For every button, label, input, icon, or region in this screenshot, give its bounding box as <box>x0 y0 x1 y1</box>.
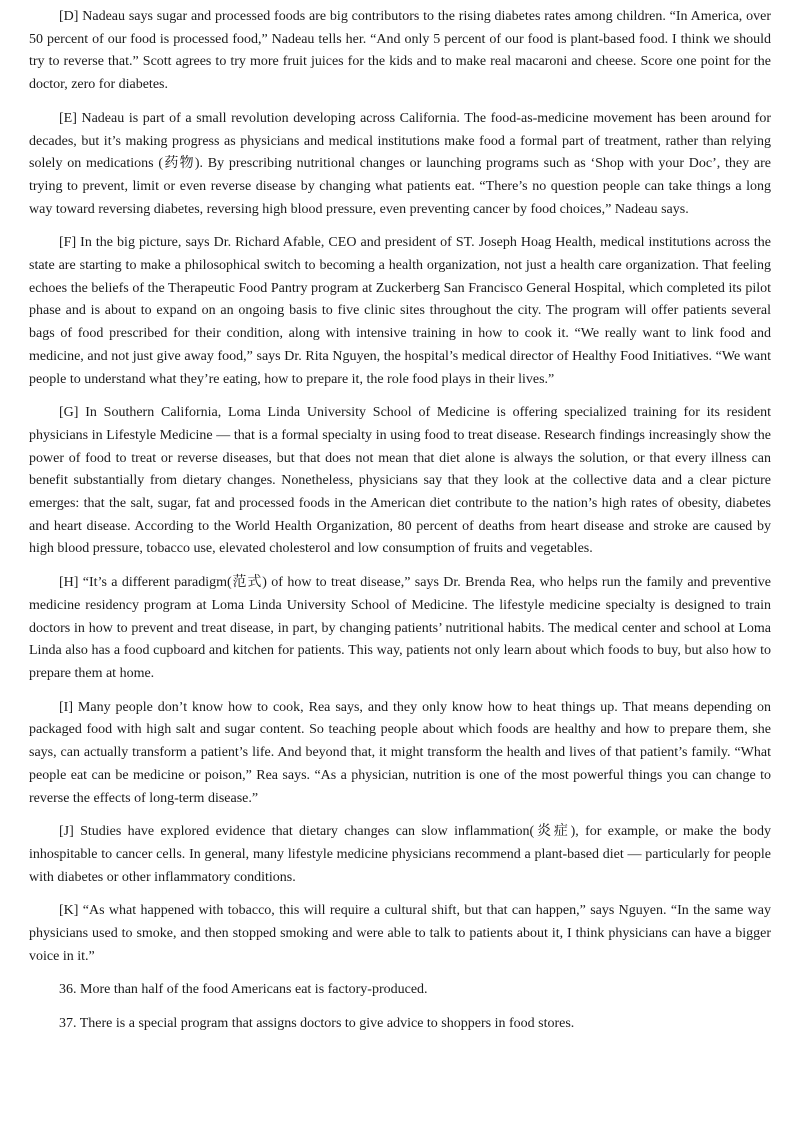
paragraph-j: [J] Studies have explored evidence that dietary changes can slow inflammation(炎症), for example, or make the body inhospitable to cancer cells. In general, many lifestyle medicine physicians recommend a plant-based diet — particularly for people with diabetes or other inflammatory conditions. <box>29 824 771 885</box>
paragraph-k: [K] “As what happened with tobacco, this will require a cultural shift, but that can happen,” says Nguyen. “In the same way physicians used to smoke, and then stopped smoking and were able to talk to patients about it, I think physicians can have a bigger voice in it.” <box>29 903 771 964</box>
paragraph-f: [F] In the big picture, says Dr. Richard Afable, CEO and president of ST. Joseph Hoag Health, medical institutions across the state are starting to make a philosophical switch to becoming a health organization, not just a health care organization. That feeling echoes the beliefs of the Therapeutic Food Pantry program at Zuckerberg San Francisco General Hospital, which completed its pilot phase and is about to expand on an ongoing basis to five clinic sites throughout the city. The program will offer patients several bags of food prescribed for their condition, along with intensive training in how to cook it. “We really want to link food and medicine, and not just give away food,” says Dr. Rita Nguyen, the hospital’s medical director of Healthy Food Initiatives. “We want people to understand what they’re eating, how to prepare it, the role food plays in their lives.” <box>29 235 771 387</box>
paragraph-d: [D] Nadeau says sugar and processed foods are big contributors to the rising diabetes rates among children. “In America, over 50 percent of our food is processed food,” Nadeau tells her. “And only 5 percent of our food is plant-based food. I think we should try to reverse that.” Scott agrees to try more fruit juices for the kids and to make real macaroni and cheese. Score one point for the doctor, zero for diabetes. <box>29 9 771 93</box>
question-37: 37. There is a special program that assigns doctors to give advice to shoppers in food stores. <box>59 1016 575 1032</box>
paragraph-h: [H] “It’s a different paradigm(范式) of how to treat disease,” says Dr. Brenda Rea, who helps run the family and preventive medicine residency program at Loma Linda University School of Medicine. The lifestyle medicine specialty is designed to train doctors in how to prevent and treat disease, in part, by changing patients’ nutritional habits. The medical center and school at Loma Linda also has a food cupboard and kitchen for patients. This way, patients not only learn about which foods to buy, but also how to prepare them at home. <box>29 575 771 681</box>
paragraph-g: [G] In Southern California, Loma Linda University School of Medicine is offering specialized training for its resident physicians in Lifestyle Medicine — that is a formal specialty in using food to treat disease. Research findings increasingly show the power of food to treat or reverse diseases, but that does not mean that diet alone is always the solution, or that every illness can benefit substantially from dietary changes. Nonetheless, physicians say that they look at the collective data and a clear picture emerges: that the salt, sugar, fat and processed foods in the American diet contribute to the nation’s high rates of obesity, diabetes and heart disease. According to the World Health Organization, 80 percent of deaths from heart disease and stroke are caused by high blood pressure, tobacco use, elevated cholesterol and low consumption of fruits and vegetables. <box>29 405 771 557</box>
question-36: 36. More than half of the food Americans eat is factory-produced. <box>59 982 428 998</box>
paragraph-i: [I] Many people don’t know how to cook, Rea says, and they only know how to heat things up. That means depending on packaged food with high salt and sugar content. So teaching people about which foods are healthy and how to prepare them, she says, can actually transform a patient’s life. And beyond that, it might transform the health and lives of that patient’s family. “What people eat can be medicine or poison,” Rea says. “As a physician, nutrition is one of the most powerful things you can change to reverse the effects of long-term disease.” <box>29 699 771 806</box>
paragraph-e: [E] Nadeau is part of a small revolution developing across California. The food-as-medicine movement has been around for decades, but it’s making progress as physicians and medical institutions make food a formal part of treatment, rather than relying solely on medications (药物). By prescribing nutritional changes or launching programs such as ‘Shop with your Doc’, they are trying to prevent, limit or even reverse disease by changing what patients eat. “There’s no question people can take things a long way toward reversing diabetes, reversing high blood pressure, even preventing cancer by food choices,” Nadeau says. <box>29 110 771 217</box>
